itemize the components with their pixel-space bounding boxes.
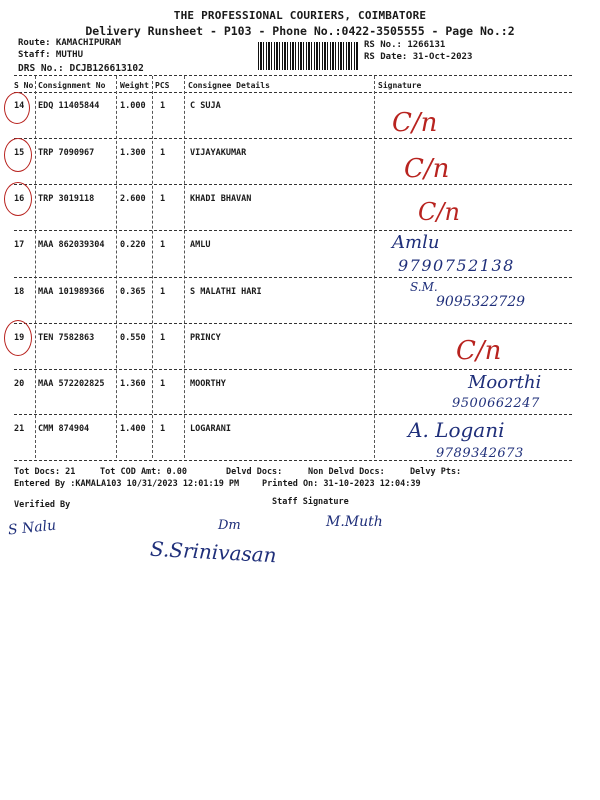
row-14-pcs: 1: [160, 101, 166, 111]
red-circle-19: [4, 320, 32, 356]
col-sep-4: [184, 76, 185, 458]
row-14-sno: 14: [14, 101, 25, 111]
entered-by: Entered By :KAMALA103 10/31/2023 12:01:19 PM: [14, 479, 240, 489]
col-sep-3: [152, 76, 153, 458]
row-17-pcs: 1: [160, 240, 166, 250]
row-14-rule: [14, 138, 572, 139]
total-cod-amount: Tot COD Amt: 0.00: [100, 467, 187, 477]
col-header-pcs: PCS: [155, 81, 170, 90]
red-circle-14: [4, 92, 30, 124]
row-14-consignee: C SUJA: [190, 101, 221, 111]
col-sep-2: [116, 76, 117, 458]
row-15-sno: 15: [14, 148, 25, 158]
runsheet-title: Delivery Runsheet - P103 - Phone No.:0422-3505555 - Page No.:2: [85, 24, 515, 38]
drs-number: DRS No.: DCJB126613102: [18, 63, 144, 74]
table-bottom-rule: [14, 460, 572, 461]
staff-signature-label: Staff Signature: [272, 497, 349, 507]
row-18-rule: [14, 323, 572, 324]
row-17-phone: 9790752138: [398, 256, 515, 275]
total-docs: Tot Docs: 21: [14, 467, 76, 477]
row-20-consignee: MOORTHY: [190, 379, 226, 389]
barcode: [258, 42, 358, 70]
row-15-signature: C/n: [404, 154, 450, 184]
col-sep-5: [374, 76, 375, 458]
row-15-rule: [14, 184, 572, 185]
row-17-signature: Amlu: [392, 232, 440, 253]
row-20-signature: Moorthi: [468, 372, 542, 393]
row-17-weight: 0.220: [120, 240, 146, 250]
row-16-pcs: 1: [160, 194, 166, 204]
row-16-rule: [14, 230, 572, 231]
row-18-sno: 18: [14, 287, 25, 297]
row-18-phone: 9095322729: [436, 294, 526, 310]
row-18-consignee: S MALATHI HARI: [190, 287, 262, 297]
staff-handwritten-signature: M.Muth: [326, 514, 383, 530]
row-18-signature: S.M.: [410, 280, 438, 294]
row-16-consignment: TRP 3019118: [38, 194, 95, 204]
route-label: Route: KAMACHIPURAM: [18, 38, 121, 48]
row-21-pcs: 1: [160, 424, 166, 434]
row-21-phone: 9789342673: [436, 446, 524, 461]
non-delivered-docs: Non Delvd Docs:: [308, 467, 385, 477]
col-header-consignee: Consignee Details: [188, 81, 270, 90]
row-16-weight: 2.600: [120, 194, 146, 204]
row-18-consignment: MAA 101989366: [38, 287, 105, 297]
col-header-sno: S No: [14, 81, 34, 90]
row-20-weight: 1.360: [120, 379, 146, 389]
rs-date: RS Date: 31-Oct-2023: [364, 52, 473, 62]
row-19-pcs: 1: [160, 333, 166, 343]
col-header-consignment: Consignment No: [38, 81, 106, 90]
delivery-points: Delvy Pts:: [410, 467, 462, 477]
row-21-consignment: CMM 874904: [38, 424, 90, 434]
row-20-phone: 9500662247: [452, 396, 540, 411]
bottom-signature: S.Srinivasan: [149, 536, 278, 568]
row-14-consignment: EDQ 11405844: [38, 101, 100, 111]
row-20-sno: 20: [14, 379, 25, 389]
row-20-consignment: MAA 572202825: [38, 379, 105, 389]
row-14-signature: C/n: [392, 108, 438, 138]
red-circle-16: [4, 182, 32, 216]
row-19-consignment: TEN 7582863: [38, 333, 95, 343]
row-14-weight: 1.000: [120, 101, 146, 111]
rs-number: RS No.: 1266131: [364, 40, 446, 50]
row-17-sno: 17: [14, 240, 25, 250]
row-17-consignee: AMLU: [190, 240, 211, 250]
table-top-rule: [14, 75, 572, 76]
red-circle-15: [4, 138, 32, 172]
row-20-rule: [14, 414, 572, 415]
printed-on: Printed On: 31-10-2023 12:04:39: [262, 479, 421, 489]
row-17-consignment: MAA 862039304: [38, 240, 105, 250]
row-19-consignee: PRINCY: [190, 333, 221, 343]
row-18-pcs: 1: [160, 287, 166, 297]
col-sep-1: [35, 76, 36, 458]
company-name: THE PROFESSIONAL COURIERS, COIMBATORE: [173, 9, 427, 22]
row-21-weight: 1.400: [120, 424, 146, 434]
delivered-docs: Delvd Docs:: [226, 467, 283, 477]
row-21-sno: 21: [14, 424, 25, 434]
initials-signature: Dm: [218, 518, 241, 533]
row-16-sno: 16: [14, 194, 25, 204]
row-21-signature: A. Logani: [408, 418, 505, 442]
row-15-consignment: TRP 7090967: [38, 148, 95, 158]
row-15-weight: 1.300: [120, 148, 146, 158]
row-16-consignee: KHADI BHAVAN: [190, 194, 252, 204]
row-19-signature: C/n: [456, 336, 502, 366]
row-20-pcs: 1: [160, 379, 166, 389]
col-header-weight: Weight: [120, 81, 149, 90]
row-21-consignee: LOGARANI: [190, 424, 231, 434]
row-15-consignee: VIJAYAKUMAR: [190, 148, 247, 158]
row-19-sno: 19: [14, 333, 25, 343]
row-15-pcs: 1: [160, 148, 166, 158]
staff-label: Staff: MUTHU: [18, 50, 84, 60]
row-19-rule: [14, 369, 572, 370]
verifier-signature: S Nalu: [7, 517, 57, 539]
verified-by-label: Verified By: [14, 500, 71, 510]
row-16-signature: C/n: [418, 198, 460, 226]
row-17-rule: [14, 277, 572, 278]
row-19-weight: 0.550: [120, 333, 146, 343]
row-18-weight: 0.365: [120, 287, 146, 297]
col-header-signature: Signature: [378, 81, 422, 90]
table-header-rule: [14, 92, 572, 93]
